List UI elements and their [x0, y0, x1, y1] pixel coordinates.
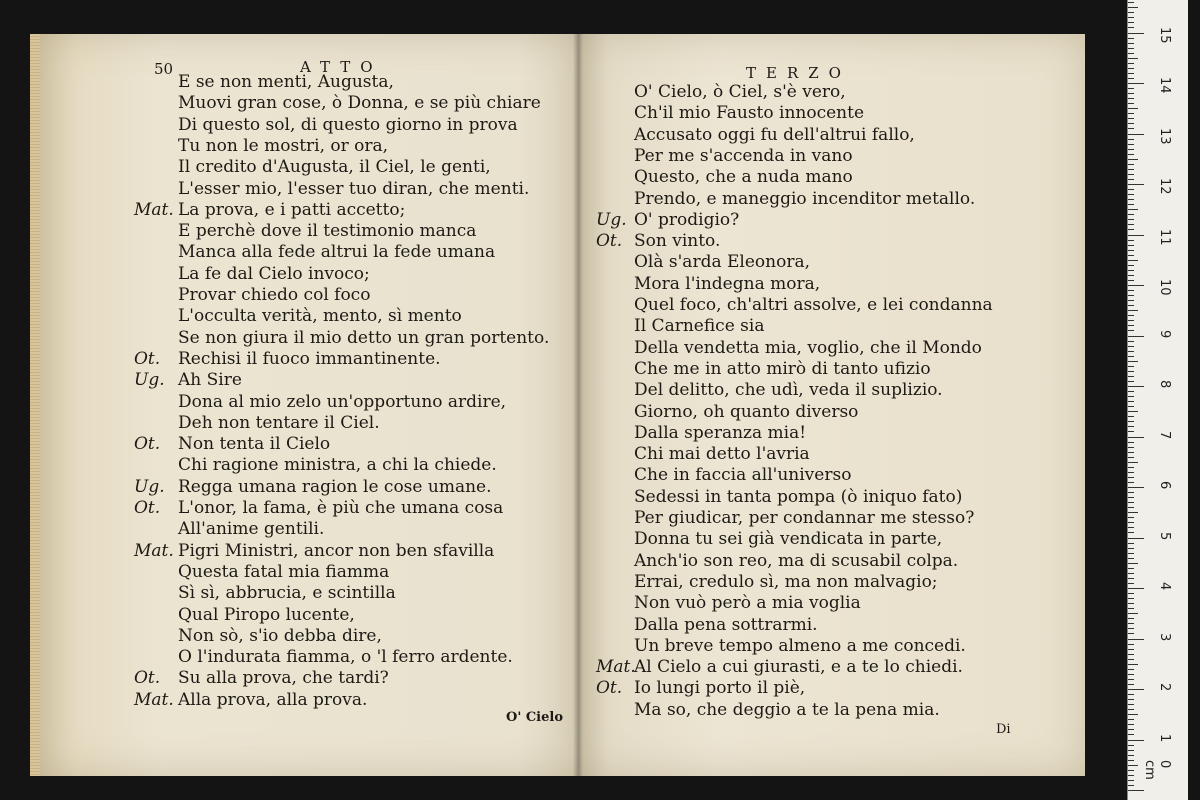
- verse-line: Al Cielo a cui giurasti, e a te lo chiedi.: [634, 657, 963, 678]
- ruler-tick: [1128, 674, 1134, 675]
- ruler-tick: [1128, 734, 1134, 735]
- catchword-left: O' Cielo: [506, 710, 563, 725]
- speaker-label: Mat.: [134, 540, 174, 561]
- ruler-label: 1: [1157, 733, 1172, 742]
- ruler-tick: [1128, 613, 1138, 614]
- ruler-tick: [1128, 43, 1134, 44]
- ruler-tick: [1128, 346, 1134, 347]
- ruler-tick: [1128, 63, 1134, 64]
- ruler-tick: [1128, 633, 1134, 634]
- ruler-tick: [1128, 93, 1134, 94]
- ruler-tick: [1128, 300, 1134, 301]
- speaker-label: Ug.: [134, 476, 165, 497]
- ruler-label: 2: [1157, 683, 1172, 692]
- ruler-tick: [1128, 447, 1134, 448]
- verse-line: Non sò, s'io debba dire,: [178, 625, 382, 646]
- running-head-right: TERZO: [746, 64, 851, 82]
- ruler-tick: [1128, 679, 1134, 680]
- ruler-tick: [1128, 325, 1134, 326]
- ruler-tick: [1128, 790, 1144, 791]
- verse-line: Ch'il mio Fausto innocente: [634, 103, 865, 124]
- speaker-label: Ot.: [134, 668, 161, 689]
- ruler-tick: [1128, 583, 1134, 584]
- ruler-tick: [1128, 618, 1134, 619]
- verse-line: E perchè dove il testimonio manca: [178, 221, 477, 242]
- ruler-tick: [1128, 431, 1134, 432]
- running-head-left: ATTO: [300, 58, 383, 76]
- ruler-tick: [1128, 421, 1134, 422]
- ruler-tick: [1128, 729, 1134, 730]
- catchword-right: Di: [996, 722, 1011, 737]
- ruler-tick: [1128, 391, 1134, 392]
- ruler-tick: [1128, 366, 1134, 367]
- verse-line: L'onor, la fama, è più che umana cosa: [178, 498, 504, 518]
- ruler-tick: [1128, 2, 1134, 3]
- ruler-tick: [1128, 330, 1134, 331]
- speaker-label: Mat.: [596, 657, 636, 678]
- verse-line: Non vuò però a mia voglia: [634, 593, 861, 614]
- ruler-tick: [1128, 745, 1134, 746]
- verse-line: Accusato oggi fu dell'altrui fallo,: [634, 124, 915, 145]
- verse-line: Muovi gran cose, ò Donna, e se più chiare: [178, 93, 541, 114]
- ruler-tick: [1128, 280, 1134, 281]
- ruler-label: 6: [1157, 481, 1172, 490]
- ruler-tick: [1128, 563, 1138, 564]
- ruler-tick: [1128, 315, 1134, 316]
- ruler-tick: [1128, 149, 1134, 150]
- ruler-label: 15: [1157, 26, 1172, 44]
- verse-line: Alla prova, alla prova.: [178, 689, 368, 710]
- ruler-tick: [1128, 88, 1134, 89]
- verse-line: Son vinto.: [634, 231, 721, 252]
- ruler-tick: [1128, 598, 1134, 599]
- ruler-tick: [1128, 184, 1144, 185]
- ruler-tick: [1128, 477, 1134, 478]
- ruler-tick: [1128, 659, 1134, 660]
- ruler-tick: [1128, 462, 1138, 463]
- verse-line: E se non menti, Augusta,: [178, 72, 394, 92]
- ruler-tick: [1128, 189, 1134, 190]
- verse-line: Sì sì, abbrucia, e scintilla: [178, 583, 396, 604]
- verse-line: Della vendetta mia, voglio, che il Mondo: [634, 337, 982, 358]
- ruler-tick: [1128, 58, 1138, 59]
- ruler-tick: [1128, 714, 1138, 715]
- ruler-tick: [1128, 785, 1134, 786]
- ruler-tick: [1128, 502, 1134, 503]
- ruler-tick: [1128, 538, 1144, 539]
- right-page: [578, 34, 1085, 776]
- ruler-label: 13: [1157, 127, 1172, 145]
- ruler-tick: [1128, 12, 1134, 13]
- ruler-tick: [1128, 669, 1134, 670]
- ruler-label: 11: [1157, 228, 1172, 246]
- ruler-tick: [1128, 68, 1134, 69]
- ruler-tick: [1128, 426, 1134, 427]
- verse-line: Sedessi in tanta pompa (ò iniquo fato): [634, 486, 963, 507]
- ruler-tick: [1128, 512, 1138, 513]
- ruler-tick: [1128, 204, 1134, 205]
- ruler-tick: [1128, 472, 1134, 473]
- verse-line: Deh non tentare il Ciel.: [178, 412, 380, 433]
- ruler-tick: [1128, 305, 1134, 306]
- ruler-tick: [1128, 548, 1134, 549]
- ruler-tick: [1128, 588, 1144, 589]
- ruler-tick: [1128, 38, 1134, 39]
- ruler-tick: [1128, 709, 1134, 710]
- verse-line: All'anime gentili.: [178, 519, 325, 540]
- ruler-tick: [1128, 573, 1134, 574]
- ruler-tick: [1128, 371, 1134, 372]
- ruler-tick: [1128, 48, 1134, 49]
- ruler-label: 3: [1157, 632, 1172, 641]
- measurement-ruler: [1127, 0, 1188, 800]
- ruler-tick: [1128, 593, 1134, 594]
- verse-line: L'occulta verità, mento, sì mento: [178, 306, 462, 327]
- verse-line: Se non giura il mio detto un gran portento.: [178, 327, 550, 348]
- ruler-tick: [1128, 22, 1134, 23]
- ruler-tick: [1128, 694, 1134, 695]
- verse-line: L'esser mio, l'esser tuo diran, che menti.: [178, 178, 530, 199]
- ruler-tick: [1128, 245, 1134, 246]
- ruler-tick: [1128, 664, 1138, 665]
- ruler-label: 4: [1157, 582, 1172, 591]
- ruler-tick: [1128, 194, 1134, 195]
- ruler-tick: [1128, 639, 1144, 640]
- speaker-label: Ot.: [596, 231, 623, 252]
- ruler-tick: [1128, 558, 1134, 559]
- speaker-label: Ot.: [596, 678, 623, 699]
- ruler-tick: [1128, 517, 1134, 518]
- ruler-tick: [1128, 553, 1134, 554]
- verse-line: Per giudicar, per condannar me stesso?: [634, 508, 975, 528]
- verse-line: O' Cielo, ò Ciel, s'è vero,: [634, 82, 846, 102]
- ruler-tick: [1128, 73, 1134, 74]
- verse-line: Il credito d'Augusta, il Ciel, le genti,: [178, 157, 491, 178]
- ruler-tick: [1128, 704, 1134, 705]
- ruler-tick: [1128, 209, 1138, 210]
- verse-line: Io lungi porto il piè,: [634, 678, 806, 699]
- speaker-label: Ot.: [134, 434, 161, 455]
- ruler-tick: [1128, 275, 1134, 276]
- ruler-tick: [1128, 442, 1134, 443]
- ruler-tick: [1128, 527, 1134, 528]
- ruler-tick: [1128, 270, 1134, 271]
- ruler-tick: [1128, 265, 1134, 266]
- ruler-tick: [1128, 628, 1134, 629]
- ruler-tick: [1128, 649, 1134, 650]
- ruler-tick: [1128, 578, 1134, 579]
- ruler-tick: [1128, 139, 1134, 140]
- ruler-tick: [1128, 250, 1134, 251]
- ruler-tick: [1128, 381, 1134, 382]
- book-gutter: [573, 34, 583, 776]
- ruler-tick: [1128, 113, 1134, 114]
- ruler-tick: [1128, 341, 1134, 342]
- verse-line: Un breve tempo almeno a me concedi.: [634, 635, 966, 656]
- ruler-tick: [1128, 144, 1134, 145]
- ruler-tick: [1128, 229, 1134, 230]
- ruler-tick: [1128, 361, 1138, 362]
- ruler-tick: [1128, 644, 1134, 645]
- verse-line: Questo, che a nuda mano: [634, 167, 853, 188]
- ruler-tick: [1128, 53, 1134, 54]
- verse-line: Pigri Ministri, ancor non ben sfavilla: [178, 540, 495, 561]
- verse-line: Donna tu sei già vendicata in parte,: [634, 529, 943, 550]
- page-edges: [30, 34, 40, 776]
- ruler-tick: [1128, 169, 1134, 170]
- ruler-tick: [1128, 108, 1138, 109]
- ruler-tick: [1128, 27, 1134, 28]
- ruler-tick: [1128, 775, 1134, 776]
- verse-line: Chi ragione ministra, a chi la chiede.: [178, 455, 497, 476]
- ruler-label: 8: [1157, 380, 1172, 389]
- verse-line: Dona al mio zelo un'opportuno ardire,: [178, 391, 507, 412]
- ruler-tick: [1128, 608, 1134, 609]
- ruler-tick: [1128, 351, 1134, 352]
- ruler-label: 10: [1157, 279, 1172, 296]
- ruler-tick: [1128, 684, 1134, 685]
- ruler-tick: [1128, 336, 1144, 337]
- verse-line: La prova, e i patti accetto;: [178, 199, 406, 220]
- verse-line: Dalla pena sottrarmi.: [634, 614, 818, 635]
- ruler-tick: [1128, 295, 1134, 296]
- ruler-tick: [1128, 760, 1134, 761]
- ruler-tick: [1128, 174, 1134, 175]
- verse-line: Regga umana ragion le cose umane.: [178, 476, 492, 497]
- ruler-tick: [1128, 719, 1134, 720]
- verse-line: Prendo, e maneggio incenditor metallo.: [634, 188, 976, 209]
- ruler-tick: [1128, 320, 1134, 321]
- verse-line: Giorno, oh quanto diverso: [634, 401, 859, 422]
- speaker-label: Mat.: [134, 199, 174, 220]
- ruler-tick: [1128, 699, 1134, 700]
- verse-line: Per me s'accenda in vano: [634, 145, 853, 166]
- ruler-tick: [1128, 437, 1144, 438]
- ruler-tick: [1128, 724, 1134, 725]
- ruler-tick: [1128, 78, 1134, 79]
- ruler-tick: [1128, 260, 1138, 261]
- ruler-tick: [1128, 750, 1134, 751]
- verse-line: Il Carnefice sia: [634, 316, 765, 337]
- ruler-tick: [1128, 780, 1134, 781]
- ruler-tick: [1128, 154, 1134, 155]
- ruler-tick: [1128, 396, 1134, 397]
- verse-line: La fe dal Cielo invoco;: [178, 263, 370, 284]
- verse-line: Non tenta il Cielo: [178, 434, 331, 455]
- ruler-tick: [1128, 765, 1138, 766]
- verse-line: O' prodigio?: [634, 209, 740, 230]
- ruler-tick: [1128, 467, 1134, 468]
- ruler-tick: [1128, 219, 1134, 220]
- ruler-tick: [1128, 123, 1134, 124]
- ruler-tick: [1128, 33, 1144, 34]
- ruler-tick: [1128, 98, 1134, 99]
- ruler-tick: [1128, 487, 1144, 488]
- verse-line: Mora l'indegna mora,: [634, 273, 821, 294]
- verse-line: Questa fatal mia fiamma: [178, 561, 390, 582]
- ruler-tick: [1128, 128, 1134, 129]
- ruler-tick: [1128, 356, 1134, 357]
- verse-line: Del delitto, che udì, veda il suplizio.: [634, 380, 943, 401]
- ruler-tick: [1128, 235, 1144, 236]
- verse-line: Ma so, che deggio a te la pena mia.: [634, 699, 940, 720]
- ruler-tick: [1128, 214, 1134, 215]
- ruler-tick: [1128, 17, 1134, 18]
- verse-line: Ah Sire: [178, 370, 242, 391]
- ruler-tick: [1128, 568, 1134, 569]
- verse-line: Che in faccia all'universo: [634, 465, 852, 486]
- ruler-tick: [1128, 179, 1134, 180]
- page-number: 50: [154, 60, 174, 78]
- ruler-label: 9: [1157, 329, 1172, 338]
- ruler-tick: [1128, 482, 1134, 483]
- ruler-tick: [1128, 285, 1144, 286]
- verse-line: Manca alla fede altrui la fede umana: [178, 242, 496, 263]
- ruler-tick: [1128, 689, 1144, 690]
- verse-line: Su alla prova, che tardi?: [178, 668, 389, 689]
- ruler-tick: [1128, 224, 1134, 225]
- verse-line: Dalla speranza mia!: [634, 422, 807, 443]
- ruler-tick: [1128, 770, 1134, 771]
- verse-line: Chi mai detto l'avria: [634, 444, 810, 465]
- ruler-tick: [1128, 240, 1134, 241]
- ruler-tick: [1128, 103, 1134, 104]
- ruler-tick: [1128, 654, 1134, 655]
- verse-line: Rechisi il fuoco immantinente.: [178, 348, 441, 369]
- verse-line: Olà s'arda Eleonora,: [634, 252, 810, 273]
- ruler-tick: [1128, 255, 1134, 256]
- verse-line: Che me in atto mirò di tanto ufizio: [634, 358, 931, 379]
- ruler-tick: [1128, 411, 1138, 412]
- verse-line: Anch'io son reo, ma di scusabil colpa.: [634, 550, 959, 571]
- ruler-tick: [1128, 755, 1134, 756]
- speaker-label: Ug.: [134, 370, 165, 391]
- ruler-label: 12: [1157, 178, 1172, 195]
- open-book: [30, 34, 1085, 776]
- ruler-tick: [1128, 452, 1134, 453]
- ruler-tick: [1128, 134, 1144, 135]
- ruler-tick: [1128, 386, 1144, 387]
- ruler-tick: [1128, 543, 1134, 544]
- ruler-tick: [1128, 7, 1138, 8]
- ruler-tick: [1128, 290, 1134, 291]
- ruler-tick: [1128, 623, 1134, 624]
- ruler-label: 5: [1157, 531, 1172, 540]
- verse-line: Di questo sol, di questo giorno in prova: [178, 114, 518, 135]
- ruler-tick: [1128, 83, 1144, 84]
- ruler-label: 7: [1157, 430, 1172, 439]
- ruler-tick: [1128, 199, 1134, 200]
- ruler-tick: [1128, 159, 1138, 160]
- ruler-tick: [1128, 376, 1134, 377]
- ruler-tick: [1128, 497, 1134, 498]
- ruler-tick: [1128, 406, 1134, 407]
- verse-line: Tu non le mostri, or ora,: [178, 135, 389, 156]
- ruler-tick: [1128, 740, 1144, 741]
- ruler-tick: [1128, 164, 1134, 165]
- ruler-tick: [1128, 416, 1134, 417]
- speaker-label: Ot.: [134, 348, 161, 369]
- ruler-tick: [1128, 603, 1134, 604]
- verse-line: Quel foco, ch'altri assolve, e lei condanna: [634, 295, 993, 315]
- left-page: [30, 34, 586, 776]
- verse-line: O l'indurata fiamma, o 'l ferro ardente.: [178, 647, 513, 668]
- speaker-label: Ug.: [596, 209, 627, 230]
- speaker-label: Ot.: [134, 498, 161, 518]
- ruler-tick: [1128, 492, 1134, 493]
- ruler-tick: [1128, 522, 1134, 523]
- ruler-tick: [1128, 532, 1134, 533]
- ruler-label: 14: [1157, 77, 1172, 94]
- ruler-label: 0 cm: [1142, 760, 1172, 780]
- verse-line: Errai, credulo sì, ma non malvagio;: [634, 571, 938, 592]
- ruler-tick: [1128, 310, 1138, 311]
- ruler-tick: [1128, 401, 1134, 402]
- ruler-tick: [1128, 118, 1134, 119]
- ruler-tick: [1128, 507, 1134, 508]
- speaker-label: Mat.: [134, 689, 174, 710]
- verse-line: Qual Piropo lucente,: [178, 604, 355, 625]
- ruler-tick: [1128, 457, 1134, 458]
- verse-line: Provar chiedo col foco: [178, 285, 371, 305]
